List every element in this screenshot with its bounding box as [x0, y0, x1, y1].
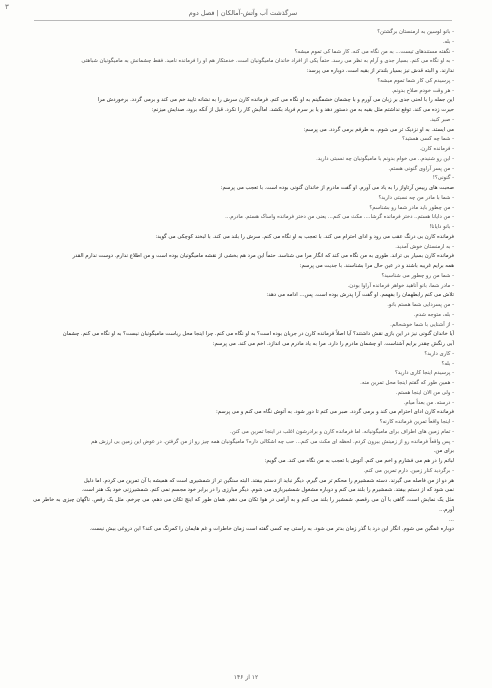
paragraph: دوباره غمگین می شوم. انگار این درد با گذر زمان بدتر می شود. به راستی چه کسی گفته است زمان خاطرات و غم هایمان را کمرنگ می کند؟ این دروغی بیش نیست. — [89, 526, 454, 533]
paragraph: برای من. — [433, 448, 454, 455]
paragraph: - برگردید کنار زمین. دارم تمرین می کنم. — [363, 467, 454, 474]
paragraph: فرمانده کارن ادای احترام می کند و برمی گردد. صبر می کنم تا دور شود. به آتوش نگاه می کنم و می پرسم: — [215, 409, 454, 416]
paragraph: - همین طور که گفتم اینجا محل تمرین منه. — [360, 380, 454, 386]
body-text — [33, 28, 454, 666]
paragraph: فرمانده کارن بسیار بی تراند. طوری به من نگاه می کند که انگار مرا می شناسد. حتماً این مرد هم بخشی از نقشه ماميگونيان بوده است و من اطلاع ندارم. دوست ندارم القدر — [72, 253, 454, 260]
paragraph: - فرمانده کارن. — [419, 146, 454, 152]
paragraph: صحبت های رییس آرتاواز را به یاد می آورم. او گفت مادرم از خاندان گنونی بوده است. با تعجب می پرسم: — [220, 185, 454, 191]
paragraph: ... — [448, 516, 454, 523]
paragraph: - شما چه کسی هستید؟ — [402, 136, 454, 143]
paragraph: آبی رنگش چقدر برایم آشناست. او چشمان مادرم را دارد. مرا به یاد مادرم می اندازد. اخم می کند. می پرسم: — [212, 341, 454, 347]
paragraph: - بانو لوسین به ارمنستان برگشتن؟ — [377, 29, 454, 35]
paragraph: - این رو شنیدم.. می خوام بدونم با ماميگونيان چه نسبتی دارید. — [316, 155, 454, 162]
paragraph: همه برایم غریبه باشند و در عین حال مرا بشناسند. با جدیت می پرسم: — [299, 263, 454, 269]
paragraph: نمی شود که از دستم بیفتد. شمشیرم را بلند می کنم و دوباره مشغول شمشیربازی می شوم. دیگر مبارزی را در برابر خود مجسم نمی کنم. شمشیرزنی خود یک هنر است. — [81, 487, 454, 494]
running-header: سرگذشت آب وآتش-آمالکان | فصل دوم — [34, 9, 452, 21]
paragraph: - پس واقعاً فرمانده رو از زمینش بیرون کردم. لحظه ای مکث می کنم... حب چه اشکالی داره؟ ماميگونيان همه چیز رو از من گرفتن. در عوض این زمین بی ارزش هم — [91, 438, 454, 445]
paragraph: مثل یک نمایش است، گاهی با آن می رقصم. شمشیر را بلند می کنم و به آرامی در هوا تکان می دهم. همان طور که اینچ تکان می دهم، می چرخم. مثل یک رقص. ناگهان چیزی به خاطر می آورم... — [33, 497, 454, 513]
paragraph: - هر وقت خودم صلاح بدونم. — [391, 87, 454, 94]
paragraph: - صبر کنید. — [429, 116, 454, 123]
paragraph: - از آشنایی با شما خوشحالم. — [390, 321, 454, 328]
paragraph: - بله. — [442, 38, 454, 45]
paragraph: لباتم را در هم می فشارم و اخم می کنم. آتوش با تعجب به من نگاه می کند. می گویم: — [264, 458, 454, 464]
paragraph: - به ارمنستان خوش آمدید. — [395, 243, 454, 250]
paragraph: فرمانده کارن بی درنگ عقب می رود و ادای احترام می کند. با تعجب به او نگاه می کنم. سرش را بلند می کند. با لبخند کوچکی می گوید: — [155, 233, 454, 240]
paragraph: - ولی من الان اینجا هستم. — [395, 389, 454, 396]
paragraph: حیرت زده می کند. توقع نداشتم مثل بقیه به من دستور دهد و یا بر سرم فریاد بکشد. اماآیش کار را نکرد. قبل از آنکه برود، صدایش میزنم: — [151, 107, 454, 113]
paragraph: - گنونی؟! — [432, 175, 454, 182]
paragraph: ندارند. و البته قدش نیز بسیار بلندتر از بقیه است. دوباره می پرسد: — [306, 68, 454, 74]
paragraph: - شما من رو چطور می شناسید؟ — [381, 272, 454, 279]
paragraph: این جمله را با لحنی جدی بر زبان می آورم و با چشمان خشمگینم به او نگاه می کنم. فرمانده کارن سرش را به نشانه تایید خم می کند و برمی گردد. برخوردش مرا — [97, 97, 454, 104]
paragraph: - پرسیدم اینجا کاری دارید؟ — [394, 370, 454, 377]
paragraph: - بله، متوجه شدم. — [413, 311, 454, 318]
paragraph: - نگفته مستندهای تیست... به من نگاه می کنه. کار شما کی تموم میشه؟ — [294, 48, 454, 55]
paragraph: - من دایانا هستم.. دختر فرمانده گرشا.... مکث می کنم... یعنی من دختر فرمانده واساک هستم. مادرم... — [225, 214, 454, 221]
paragraph: - بانو دایانا! — [429, 224, 454, 230]
paragraph: - درسته. من بعداً میام. — [403, 399, 454, 406]
paragraph: - من پسر آراوی گنونی هستم. — [388, 165, 454, 172]
paragraph: - پرسیدم کی کار شما تموم میشه؟ — [377, 77, 454, 84]
paragraph: - تمام زمین های اطراف برای ماميگونيانه. اما فرمانده کارن و برادرشون اغلب در اینجا تمرین می کنن. — [230, 428, 454, 435]
page-number: ۱۲ از ۱۴۶ — [233, 674, 259, 681]
page-corner-mark: ۳ — [5, 3, 9, 11]
paragraph: - من چطور باید مادر شما رو بشناسم؟ — [369, 204, 454, 211]
paragraph: - من پسردایی شما هستم بانو. — [387, 302, 454, 308]
paragraph: آیا خاندان گنونی نیز در این بازی نقش داشتند؟ آیا اصلاً فرمانده کارن در جریان بوده است؟ به او نگاه می کنم. چرا اینجا محل ریاست ماميگونيان نیست؟ به او نگاه می کنم. چشمان — [62, 331, 454, 338]
paragraph: - اینجا واقعاً تمرین فرمانده کارنه؟ — [379, 419, 454, 425]
paragraph: تلاش می کنم رابطهمان را بفهمم. او گفت آرا پدرش بوده است. پس... ادامه می دهد: — [266, 292, 454, 299]
paragraph: - به او نگاه می کنم. بسیار جدی و آرام به نظر می رسد. حتماً یکی از افراد خاندان ماميگونيان است. خدمتکار هم او را فرمانده نامید. فقط چشمانش به ماميگونيان شباهتی — [81, 58, 454, 65]
paragraph: - بله؟ — [441, 360, 454, 367]
paragraph: - کاری دارید؟ — [424, 350, 454, 357]
paragraph: - شما با مادر من چه نسبتی دارید؟ — [378, 194, 454, 201]
paragraph: - مادر شما، بانو آناهید خواهر فرمانده آراوا بودن. — [347, 282, 454, 289]
paragraph: هر دو از من فاصله می گیرند. دسته شمشیرم را محکم تر می گیرم. دیگر نباید از دستم بیفتد. البته سنگین تر از شمشیری است که همیشه با آن تمرین می کردم. اما دلیل — [83, 477, 454, 484]
paragraph: می ایستد. به او نزدیک تر می شوم. به طرفم برمی گردد. می پرسم: — [303, 126, 454, 133]
